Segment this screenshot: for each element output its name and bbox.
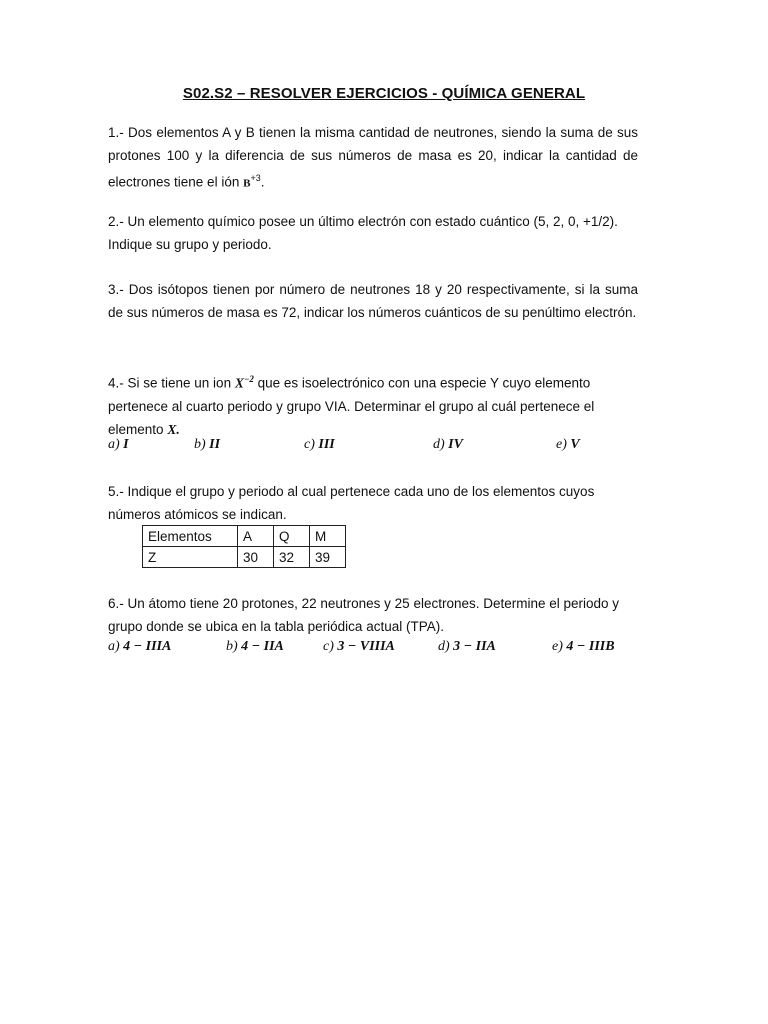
ion-x-charge: −2 xyxy=(243,374,254,384)
option-letter: c) xyxy=(323,639,334,654)
table-cell: Q xyxy=(274,526,310,547)
element-x: X. xyxy=(167,421,180,437)
exercise-4-text-a: 4.- Si se tiene un ion xyxy=(108,375,232,391)
option-letter: c) xyxy=(304,437,315,452)
table-row xyxy=(143,547,346,568)
option-value: 4 − IIIA xyxy=(123,639,172,654)
exercise-3 xyxy=(108,278,638,324)
option-value: 4 − IIIB xyxy=(566,639,615,654)
option-b xyxy=(194,437,220,453)
exercise-1 xyxy=(108,121,638,196)
table-row xyxy=(143,526,346,547)
exercise-6-text: 6.- Un átomo tiene 20 protones, 22 neutrones y 25 electrones. Determine el periodo y grupo donde se ubica en la tabla periódica actual (TPA). xyxy=(108,596,620,634)
option-value: 4 − IIA xyxy=(241,639,284,654)
option-letter: a) xyxy=(108,437,120,452)
option-value: IV xyxy=(448,437,463,452)
exercise-2 xyxy=(108,210,638,256)
option-letter: d) xyxy=(433,437,445,452)
option-value: III xyxy=(318,437,335,452)
option-c xyxy=(323,639,395,655)
exercise-4-text-b: que es isoelectrónico con una especie Y cuyo elemento pertenece al cuarto periodo y grupo VIA. Determinar el grupo al cuál pertenece el elemento xyxy=(108,375,595,437)
table-cell: 32 xyxy=(274,547,310,568)
option-a xyxy=(108,437,129,453)
option-letter: e) xyxy=(552,639,563,654)
atomic-number-table xyxy=(142,525,346,568)
option-e xyxy=(552,639,615,655)
option-value: I xyxy=(123,437,129,452)
table-cell: M xyxy=(310,526,346,547)
table-cell: 39 xyxy=(310,547,346,568)
exercise-3-text: 3.- Dos isótopos tienen por número de neutrones 18 y 20 respectivamente, si la suma de sus números de masa es 72, indicar los números cuánticos de su penúltimo electrón. xyxy=(108,282,638,320)
option-d xyxy=(438,639,496,655)
table-cell: Elementos xyxy=(143,526,238,547)
option-d xyxy=(433,437,463,453)
option-value: V xyxy=(570,437,580,452)
table-cell: A xyxy=(238,526,274,547)
option-a xyxy=(108,639,171,655)
exercise-6 xyxy=(108,592,638,638)
exercise-5 xyxy=(108,480,638,526)
ion-x-symbol: X xyxy=(234,375,244,391)
option-b xyxy=(226,639,284,655)
exercise-1-end: . xyxy=(260,174,265,190)
exercise-5-text: 5.- Indique el grupo y periodo al cual pertenece cada uno de los elementos cuyos números atómicos se indican. xyxy=(108,484,595,522)
option-letter: b) xyxy=(194,437,206,452)
option-value: II xyxy=(209,437,221,452)
option-c xyxy=(304,437,335,453)
option-letter: a) xyxy=(108,639,120,654)
option-letter: b) xyxy=(226,639,238,654)
table-cell: Z xyxy=(143,547,238,568)
exercise-1-text: 1.- Dos elementos A y B tienen la misma cantidad de neutrones, siendo la suma de sus protones 100 y la diferencia de sus números de masa es 20, indicar la cantidad de electrones tiene el ión xyxy=(108,125,638,190)
option-value: 3 − IIA xyxy=(453,639,496,654)
option-e xyxy=(556,437,580,453)
page-title: S02.S2 – RESOLVER EJERCICIOS - QUÍMICA GENERAL xyxy=(182,85,586,102)
option-value: 3 − VIIIA xyxy=(337,639,395,654)
exercise-4 xyxy=(108,368,638,441)
exercise-6-options xyxy=(108,639,638,661)
option-letter: e) xyxy=(556,437,567,452)
table-cell: 30 xyxy=(238,547,274,568)
exercise-2-text: 2.- Un elemento químico posee un último electrón con estado cuántico (5, 2, 0, +1/2). Indique su grupo y periodo. xyxy=(108,214,618,252)
exercise-4-options xyxy=(108,437,608,459)
option-letter: d) xyxy=(438,639,450,654)
ion-b-charge: +3 xyxy=(250,173,261,183)
ion-b-symbol: B xyxy=(243,177,251,190)
